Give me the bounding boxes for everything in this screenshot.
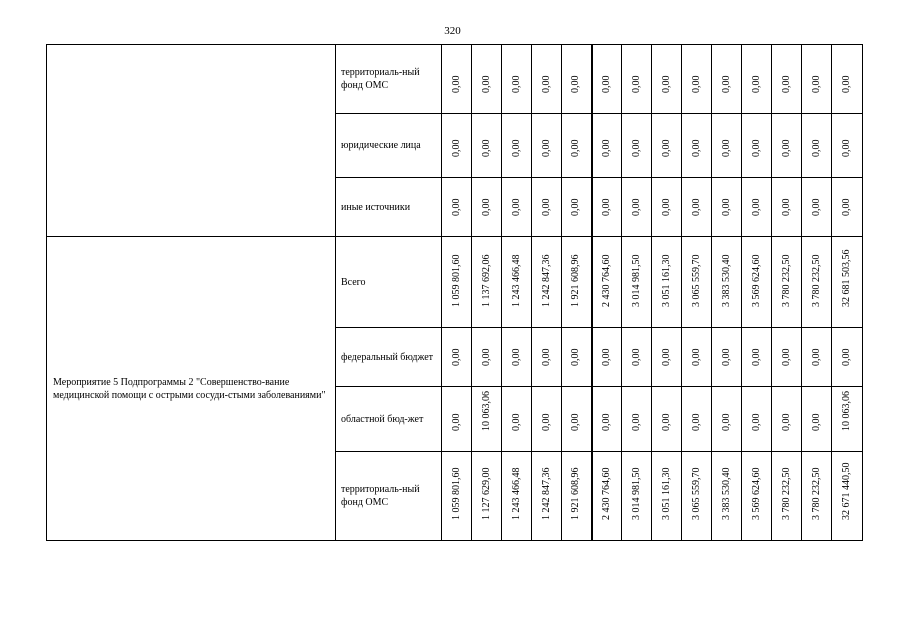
- activity-cell: [47, 237, 336, 541]
- value-text: 0,00: [720, 413, 732, 431]
- value-text: 0,00: [540, 413, 552, 431]
- value-text: 0,00: [720, 75, 732, 93]
- value-cell: [442, 114, 472, 178]
- value-text: 0,00: [780, 75, 792, 93]
- value-cell: [802, 178, 832, 237]
- value-text: 0,00: [690, 413, 702, 431]
- value-cell: [442, 237, 472, 328]
- value-text: 0,00: [570, 139, 582, 157]
- funding-source-cell: областной бюд-жет: [336, 387, 442, 452]
- table-row: [47, 45, 863, 114]
- value-text: 3 383 530,40: [720, 467, 732, 520]
- value-text: 0,00: [720, 139, 732, 157]
- value-cell: [532, 114, 562, 178]
- value-text: 0,00: [750, 413, 762, 431]
- value-text: 1 059 801,60: [450, 254, 462, 307]
- financing-table-wrapper: [46, 44, 863, 541]
- value-cell: [502, 178, 532, 237]
- value-cell: [622, 114, 652, 178]
- value-cell: [592, 45, 622, 114]
- value-text: 1 127 629,00: [480, 467, 492, 520]
- value-text: 0,00: [450, 198, 462, 216]
- value-text: 1 137 692,06: [480, 254, 492, 307]
- value-text: 0,00: [570, 413, 582, 431]
- value-cell: [682, 178, 712, 237]
- value-cell: [772, 114, 802, 178]
- value-cell: [772, 178, 802, 237]
- value-cell: [682, 328, 712, 387]
- value-text: 0,00: [810, 198, 822, 216]
- activity-cell: [47, 45, 336, 237]
- value-cell: [592, 452, 622, 541]
- value-text: 0,00: [660, 348, 672, 366]
- value-text: 0,00: [540, 75, 552, 93]
- value-text: 3 014 981,50: [630, 254, 642, 307]
- value-text: 0,00: [841, 75, 852, 93]
- value-text: 0,00: [450, 413, 462, 431]
- value-cell: [652, 237, 682, 328]
- value-text: 0,00: [450, 348, 462, 366]
- value-text: 0,00: [810, 139, 822, 157]
- value-cell: [622, 452, 652, 541]
- value-cell: [442, 328, 472, 387]
- value-text: 0,00: [480, 75, 492, 93]
- value-text: 3 780 232,50: [780, 254, 792, 307]
- value-text: 1 059 801,60: [450, 467, 462, 520]
- value-text: 0,00: [690, 198, 702, 216]
- value-cell: [502, 452, 532, 541]
- value-cell: [742, 452, 772, 541]
- value-cell: [802, 45, 832, 114]
- table-row: [47, 237, 863, 328]
- value-text: 3 780 232,50: [810, 467, 822, 520]
- value-cell: [802, 387, 832, 452]
- value-cell: [472, 45, 502, 114]
- value-cell: [772, 387, 802, 452]
- value-cell: [622, 178, 652, 237]
- value-cell: [832, 452, 863, 541]
- value-cell: [772, 452, 802, 541]
- value-cell: [682, 45, 712, 114]
- value-cell: [652, 452, 682, 541]
- value-cell: [802, 328, 832, 387]
- value-cell: [472, 178, 502, 237]
- value-cell: [532, 178, 562, 237]
- value-text: 0,00: [750, 348, 762, 366]
- page-number: 320: [444, 25, 461, 37]
- value-text: 0,00: [630, 139, 642, 157]
- value-cell: [442, 387, 472, 452]
- value-text: 0,00: [630, 413, 642, 431]
- value-cell: [832, 237, 863, 328]
- value-text: 3 065 559,70: [690, 254, 702, 307]
- value-cell: [742, 328, 772, 387]
- value-text: 0,00: [510, 413, 522, 431]
- value-cell: [502, 45, 532, 114]
- value-cell: [652, 178, 682, 237]
- value-text: 0,00: [750, 198, 762, 216]
- value-cell: [502, 387, 532, 452]
- value-text: 0,00: [750, 75, 762, 93]
- value-cell: [622, 387, 652, 452]
- value-cell: [592, 387, 622, 452]
- value-text: 10 063,06: [480, 391, 492, 431]
- value-cell: [832, 45, 863, 114]
- value-cell: [472, 387, 502, 452]
- value-cell: [622, 328, 652, 387]
- value-text: 0,00: [600, 139, 612, 157]
- value-cell: [472, 452, 502, 541]
- funding-source-cell: территориаль-ный фонд ОМС: [336, 452, 442, 541]
- value-text: 0,00: [660, 413, 672, 431]
- value-cell: [742, 114, 772, 178]
- value-text: 3 014 981,50: [630, 467, 642, 520]
- value-cell: [772, 45, 802, 114]
- value-cell: [712, 387, 742, 452]
- value-text: 0,00: [630, 75, 642, 93]
- value-text: 0,00: [750, 139, 762, 157]
- value-text: 32 671 440,50: [841, 462, 852, 520]
- value-text: 32 681 503,56: [841, 249, 852, 307]
- value-text: 10 063,06: [841, 391, 852, 431]
- value-cell: [562, 387, 592, 452]
- value-text: 0,00: [450, 139, 462, 157]
- value-cell: [532, 45, 562, 114]
- value-cell: [682, 237, 712, 328]
- value-cell: [712, 45, 742, 114]
- value-text: 1 921 608,96: [570, 467, 582, 520]
- value-text: 0,00: [780, 413, 792, 431]
- value-text: 0,00: [510, 348, 522, 366]
- value-cell: [622, 45, 652, 114]
- value-text: 3 051 161,30: [660, 467, 672, 520]
- value-text: 0,00: [660, 75, 672, 93]
- value-cell: [622, 237, 652, 328]
- value-cell: [532, 452, 562, 541]
- activity-title: Мероприятие 5 Подпрограммы 2 "Совершенство-вание медицинской помощи с острыми сосуди-стыми заболеваниями": [53, 376, 326, 401]
- value-cell: [562, 178, 592, 237]
- value-cell: [802, 114, 832, 178]
- value-cell: [802, 452, 832, 541]
- value-cell: [472, 114, 502, 178]
- value-cell: [742, 178, 772, 237]
- value-cell: [532, 237, 562, 328]
- value-text: 2 430 764,60: [600, 254, 612, 307]
- value-text: 1 243 466,48: [510, 467, 522, 520]
- value-cell: [472, 328, 502, 387]
- value-cell: [832, 328, 863, 387]
- value-text: 0,00: [630, 198, 642, 216]
- funding-source-cell: федеральный бюджет: [336, 328, 442, 387]
- value-cell: [772, 237, 802, 328]
- value-cell: [742, 237, 772, 328]
- value-cell: [592, 328, 622, 387]
- value-cell: [832, 387, 863, 452]
- value-cell: [532, 387, 562, 452]
- value-cell: [502, 114, 532, 178]
- value-cell: [532, 328, 562, 387]
- value-text: 0,00: [690, 139, 702, 157]
- value-text: 0,00: [570, 198, 582, 216]
- value-cell: [742, 45, 772, 114]
- value-text: 0,00: [510, 139, 522, 157]
- value-text: 0,00: [660, 139, 672, 157]
- value-cell: [592, 237, 622, 328]
- value-text: 3 569 624,60: [750, 254, 762, 307]
- value-text: 0,00: [780, 198, 792, 216]
- value-cell: [502, 237, 532, 328]
- value-cell: [742, 387, 772, 452]
- value-text: 0,00: [540, 348, 552, 366]
- value-text: 0,00: [480, 198, 492, 216]
- value-text: 1 242 847,36: [540, 467, 552, 520]
- value-cell: [712, 452, 742, 541]
- value-text: 0,00: [841, 139, 852, 157]
- value-text: 3 065 559,70: [690, 467, 702, 520]
- value-text: 0,00: [480, 139, 492, 157]
- value-text: 0,00: [810, 75, 822, 93]
- value-text: 3 780 232,50: [810, 254, 822, 307]
- value-text: 0,00: [690, 348, 702, 366]
- funding-source-cell: юридические лица: [336, 114, 442, 178]
- funding-source-cell: Всего: [336, 237, 442, 328]
- value-text: 3 780 232,50: [780, 467, 792, 520]
- value-text: 0,00: [600, 348, 612, 366]
- value-cell: [802, 237, 832, 328]
- value-cell: [652, 387, 682, 452]
- value-text: 0,00: [540, 139, 552, 157]
- value-text: 0,00: [630, 348, 642, 366]
- value-cell: [712, 237, 742, 328]
- value-text: 0,00: [780, 348, 792, 366]
- value-text: 0,00: [720, 198, 732, 216]
- value-cell: [772, 328, 802, 387]
- value-cell: [652, 114, 682, 178]
- value-cell: [712, 328, 742, 387]
- value-text: 0,00: [841, 348, 852, 366]
- financing-table: [46, 44, 863, 541]
- value-cell: [832, 178, 863, 237]
- funding-source-cell: территориаль-ный фонд ОМС: [336, 45, 442, 114]
- value-cell: [712, 114, 742, 178]
- value-cell: [562, 237, 592, 328]
- value-cell: [442, 45, 472, 114]
- value-cell: [442, 178, 472, 237]
- value-cell: [652, 45, 682, 114]
- value-text: 1 242 847,36: [540, 254, 552, 307]
- value-cell: [652, 328, 682, 387]
- value-text: 3 051 161,30: [660, 254, 672, 307]
- value-cell: [562, 328, 592, 387]
- value-text: 0,00: [600, 75, 612, 93]
- value-cell: [442, 452, 472, 541]
- value-text: 0,00: [450, 75, 462, 93]
- value-cell: [712, 178, 742, 237]
- value-cell: [562, 114, 592, 178]
- value-text: 0,00: [810, 413, 822, 431]
- value-cell: [562, 452, 592, 541]
- value-cell: [502, 328, 532, 387]
- value-text: 0,00: [780, 139, 792, 157]
- value-text: 0,00: [600, 413, 612, 431]
- value-text: 1 243 466,48: [510, 254, 522, 307]
- value-text: 0,00: [510, 198, 522, 216]
- value-cell: [472, 237, 502, 328]
- value-text: 1 921 608,96: [570, 254, 582, 307]
- value-text: 0,00: [600, 198, 612, 216]
- value-cell: [832, 114, 863, 178]
- value-text: 3 569 624,60: [750, 467, 762, 520]
- value-text: 0,00: [570, 348, 582, 366]
- value-text: 0,00: [810, 348, 822, 366]
- value-text: 0,00: [540, 198, 552, 216]
- value-text: 0,00: [720, 348, 732, 366]
- value-text: 0,00: [660, 198, 672, 216]
- value-cell: [682, 452, 712, 541]
- value-cell: [592, 178, 622, 237]
- value-cell: [592, 114, 622, 178]
- funding-source-cell: иные источники: [336, 178, 442, 237]
- value-text: 0,00: [510, 75, 522, 93]
- value-cell: [682, 387, 712, 452]
- value-text: 3 383 530,40: [720, 254, 732, 307]
- value-text: 2 430 764,60: [600, 467, 612, 520]
- value-cell: [562, 45, 592, 114]
- value-text: 0,00: [841, 198, 852, 216]
- value-text: 0,00: [570, 75, 582, 93]
- value-text: 0,00: [480, 348, 492, 366]
- value-text: 0,00: [690, 75, 702, 93]
- value-cell: [682, 114, 712, 178]
